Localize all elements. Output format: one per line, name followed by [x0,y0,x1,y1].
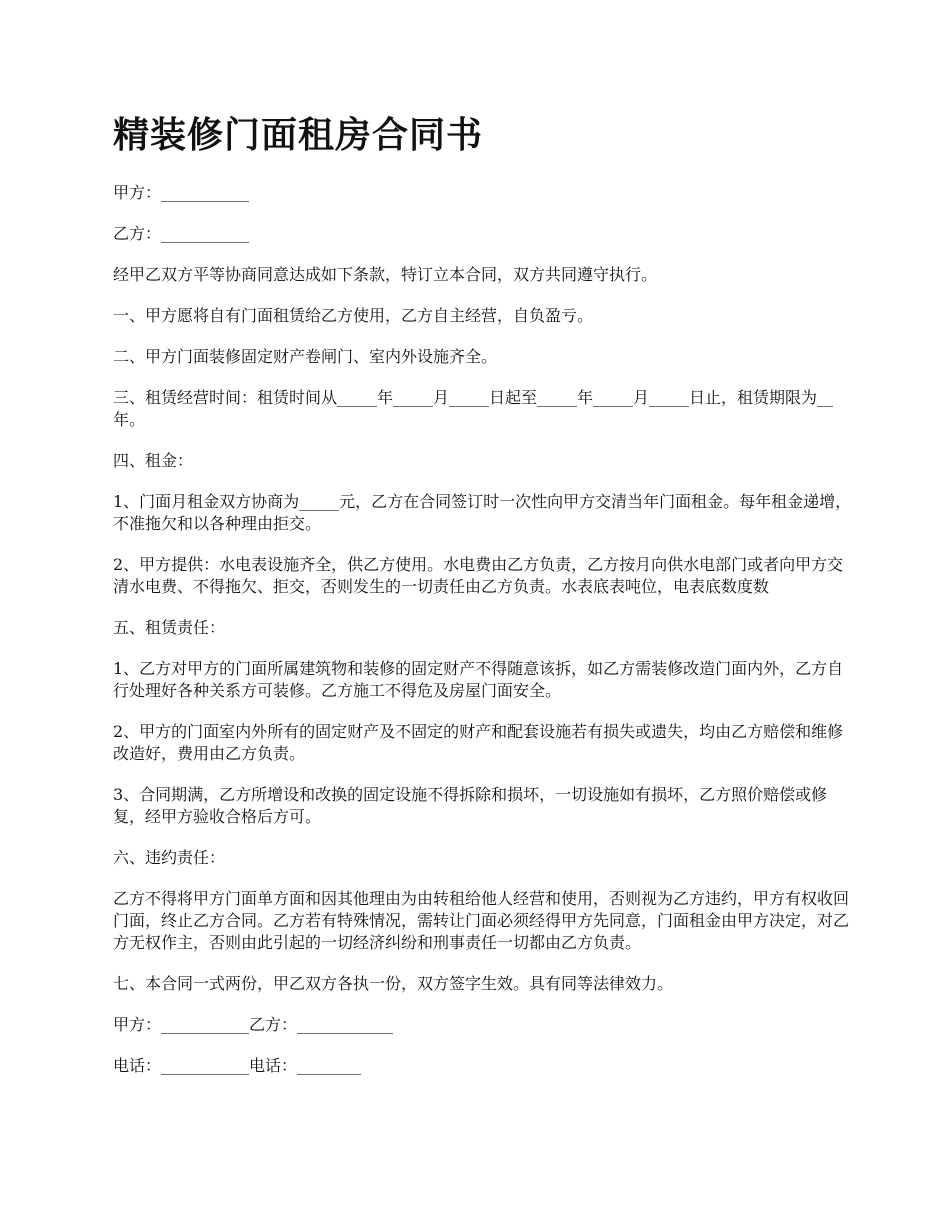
clause-5-3: 3、合同期满，乙方所增设和改换的固定设施不得拆除和损坏，一切设施如有损坏，乙方照价赔偿或修复，经甲方验收合格后方可。 [113,785,828,826]
clause-4-2-utilities: 2、甲方提供：水电表设施齐全，供乙方使用。水电费由乙方负责，乙方按月向供水电部门或者向甲方交清水电费、不得拖欠、拒交，否则发生的一切责任由乙方负责。水表底表吨位，电表底数度数 [113,555,844,596]
section-5-heading: 五、租赁责任： [113,618,226,637]
clause-2: 二、甲方门面装修固定财产卷闸门、室内外设施齐全。 [113,347,498,366]
document-title: 精装修门面租房合同书 [113,115,484,156]
clause-4-1-rent: 1、门面月租金双方协商为_____元，乙方在合同签订时一次性向甲方交清当年门面租金。每年租金递增，不准拖欠和以各种理由拒交。 [113,492,852,533]
phone-line: 电话：___________电话：________ [113,1056,362,1075]
clause-7: 七、本合同一式两份，甲乙双方各执一份，双方签字生效。具有同等法律效力。 [113,974,674,993]
signature-line: 甲方：___________乙方：____________ [113,1015,394,1034]
preamble-paragraph: 经甲乙双方平等协商同意达成如下条款，特订立本合同，双方共同遵守执行。 [113,265,658,284]
party-a-line: 甲方：___________ [113,183,250,202]
party-b-line: 乙方：___________ [113,224,250,243]
clause-5-1: 1、乙方对甲方的门面所属建筑物和装修的固定财产不得随意该拆，如乙方需装修改造门面内外，乙方自行处理好各种关系方可装修。乙方施工不得危及房屋门面安全。 [113,659,844,700]
document-body [113,112,858,1096]
clause-1: 一、甲方愿将自有门面租赁给乙方使用，乙方自主经营，自负盈亏。 [113,306,594,325]
clause-6-breach: 乙方不得将甲方门面单方面和因其他理由为由转租给他人经营和使用，否则视为乙方违约，甲方有权收回门面，终止乙方合同。乙方若有特殊情况，需转让门面必须经得甲方先同意，门面租金由甲方决定，对乙方无权作主，否则由此引起的一切经济纠纷和刑事责任一切都由乙方负责。 [113,889,850,952]
section-4-heading: 四、租金： [113,451,194,470]
clause-3-lease-term: 三、租赁经营时间：租赁时间从_____年_____月_____日起至_____年_____月_____日止，租赁期限为__年。 [113,388,834,429]
section-6-heading: 六、违约责任： [113,848,226,867]
clause-5-2: 2、甲方的门面室内外所有的固定财产及不固定的财产和配套设施若有损失或遗失，均由乙方赔偿和维修改造好，费用由乙方负责。 [113,722,844,763]
